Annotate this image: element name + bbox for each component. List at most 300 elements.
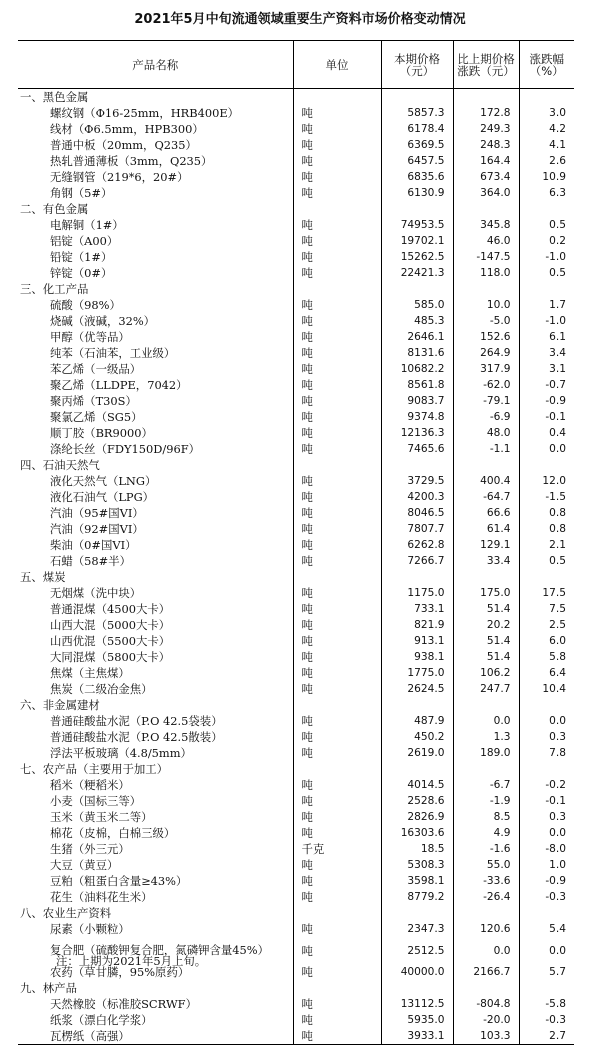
product-name-cell: 稻米（粳稻米） bbox=[50, 778, 130, 792]
category-name: 八、农业生产资料 bbox=[20, 906, 112, 920]
table-row bbox=[18, 473, 574, 489]
price-change-cell: 1.3 bbox=[453, 729, 519, 745]
unit-cell: 吨 bbox=[293, 617, 381, 633]
product-name-cell: 生猪（外三元） bbox=[50, 842, 130, 856]
table-row bbox=[18, 1012, 574, 1028]
price-change-cell: 55.0 bbox=[453, 857, 519, 873]
change-percent-cell: -1.0 bbox=[519, 249, 574, 265]
table-row bbox=[18, 505, 574, 521]
price-change-cell: 118.0 bbox=[453, 265, 519, 281]
table-row bbox=[18, 521, 574, 537]
table-row bbox=[18, 169, 574, 185]
unit-cell bbox=[293, 457, 381, 473]
current-price-cell: 8561.8 bbox=[381, 377, 453, 393]
current-price-cell: 2347.3 bbox=[381, 921, 453, 937]
current-price-cell: 2528.6 bbox=[381, 793, 453, 809]
product-name-cell: 甲醇（优等品） bbox=[50, 330, 130, 344]
price-change-cell: 8.5 bbox=[453, 809, 519, 825]
unit-cell: 吨 bbox=[293, 265, 381, 281]
change-percent-cell: 0.5 bbox=[519, 265, 574, 281]
change-percent-cell bbox=[519, 281, 574, 297]
unit-cell: 吨 bbox=[293, 409, 381, 425]
table-row bbox=[18, 537, 574, 553]
product-name-cell: 焦炭（二级冶金焦） bbox=[50, 682, 153, 696]
price-change-cell: 51.4 bbox=[453, 601, 519, 617]
price-change-cell: 2166.7 bbox=[453, 964, 519, 980]
unit-cell: 吨 bbox=[293, 169, 381, 185]
product-name-cell: 纯苯（石油苯，工业级） bbox=[50, 346, 176, 360]
change-percent-cell: -5.8 bbox=[519, 996, 574, 1012]
unit-cell: 吨 bbox=[293, 745, 381, 761]
current-price-cell: 22421.3 bbox=[381, 265, 453, 281]
category-row bbox=[18, 761, 574, 777]
product-name-cell: 天然橡胶（标准胶SCRWF） bbox=[50, 997, 197, 1011]
product-name-cell: 铝锭（A00） bbox=[50, 234, 119, 248]
change-percent-cell: 2.5 bbox=[519, 617, 574, 633]
table-row bbox=[18, 665, 574, 681]
product-name-cell: 苯乙烯（一级品） bbox=[50, 362, 142, 376]
change-percent-cell: 4.1 bbox=[519, 137, 574, 153]
unit-cell: 吨 bbox=[293, 713, 381, 729]
current-price-cell: 2826.9 bbox=[381, 809, 453, 825]
unit-cell: 吨 bbox=[293, 777, 381, 793]
change-percent-cell: 0.0 bbox=[519, 441, 574, 457]
unit-cell: 千克 bbox=[293, 841, 381, 857]
change-percent-cell: 0.3 bbox=[519, 809, 574, 825]
unit-cell: 吨 bbox=[293, 873, 381, 889]
current-price-cell: 10682.2 bbox=[381, 361, 453, 377]
change-percent-cell: 6.3 bbox=[519, 185, 574, 201]
table-row bbox=[18, 105, 574, 121]
change-percent-cell: 5.8 bbox=[519, 649, 574, 665]
category-name: 六、非金属建材 bbox=[20, 698, 100, 712]
change-percent-cell bbox=[519, 457, 574, 473]
current-price-cell: 487.9 bbox=[381, 713, 453, 729]
change-percent-cell: 2.6 bbox=[519, 153, 574, 169]
current-price-cell bbox=[381, 201, 453, 217]
product-name-cell: 液化石油气（LPG） bbox=[50, 490, 155, 504]
current-price-cell: 2512.5 bbox=[381, 937, 453, 964]
product-name-cell: 普通混煤（4500大卡） bbox=[50, 602, 171, 616]
product-name-cell: 角钢（5#） bbox=[50, 186, 113, 200]
table-row bbox=[18, 297, 574, 313]
table-row bbox=[18, 793, 574, 809]
unit-cell: 吨 bbox=[293, 553, 381, 569]
current-price-cell bbox=[381, 89, 453, 106]
table-header bbox=[18, 41, 574, 89]
price-change-cell: 61.4 bbox=[453, 521, 519, 537]
price-change-cell: -26.4 bbox=[453, 889, 519, 905]
table-row bbox=[18, 425, 574, 441]
current-price-cell bbox=[381, 980, 453, 996]
change-percent-cell: 10.9 bbox=[519, 169, 574, 185]
unit-cell: 吨 bbox=[293, 361, 381, 377]
current-price-cell: 485.3 bbox=[381, 313, 453, 329]
price-change-cell: 345.8 bbox=[453, 217, 519, 233]
price-change-cell: 106.2 bbox=[453, 665, 519, 681]
product-name-cell: 液化天然气（LNG） bbox=[50, 474, 157, 488]
current-price-cell bbox=[381, 905, 453, 921]
category-name: 七、农产品（主要用于加工） bbox=[20, 762, 169, 776]
table-row bbox=[18, 361, 574, 377]
current-price-cell: 6178.4 bbox=[381, 121, 453, 137]
change-percent-cell: 3.0 bbox=[519, 105, 574, 121]
unit-cell: 吨 bbox=[293, 633, 381, 649]
unit-cell bbox=[293, 905, 381, 921]
product-name-cell: 电解铜（1#） bbox=[50, 218, 124, 232]
change-percent-cell: -1.5 bbox=[519, 489, 574, 505]
product-name-cell: 小麦（国标三等） bbox=[50, 794, 142, 808]
price-change-cell: 129.1 bbox=[453, 537, 519, 553]
category-name: 一、黑色金属 bbox=[20, 90, 89, 104]
change-percent-cell: 0.3 bbox=[519, 729, 574, 745]
change-percent-cell: 6.0 bbox=[519, 633, 574, 649]
current-price-cell: 3729.5 bbox=[381, 473, 453, 489]
change-percent-cell: 7.8 bbox=[519, 745, 574, 761]
current-price-cell: 4014.5 bbox=[381, 777, 453, 793]
change-percent-cell: -0.9 bbox=[519, 873, 574, 889]
price-change-cell: 152.6 bbox=[453, 329, 519, 345]
change-percent-cell: 5.4 bbox=[519, 921, 574, 937]
change-percent-cell: -8.0 bbox=[519, 841, 574, 857]
unit-cell: 吨 bbox=[293, 217, 381, 233]
price-change-cell: -79.1 bbox=[453, 393, 519, 409]
change-percent-cell bbox=[519, 761, 574, 777]
product-name-cell: 普通硅酸盐水泥（P.O 42.5袋装） bbox=[50, 714, 223, 728]
current-price-cell: 4200.3 bbox=[381, 489, 453, 505]
unit-cell bbox=[293, 980, 381, 996]
product-name-cell: 顺丁胶（BR9000） bbox=[50, 426, 153, 440]
category-row bbox=[18, 980, 574, 996]
change-percent-cell: 0.4 bbox=[519, 425, 574, 441]
unit-cell: 吨 bbox=[293, 521, 381, 537]
product-name-cell: 涤纶长丝（FDY150D/96F） bbox=[50, 442, 201, 456]
product-name-cell: 大豆（黄豆） bbox=[50, 858, 119, 872]
product-name-cell: 聚丙烯（T30S） bbox=[50, 394, 137, 408]
unit-cell: 吨 bbox=[293, 121, 381, 137]
unit-cell: 吨 bbox=[293, 857, 381, 873]
change-percent-cell: 0.0 bbox=[519, 825, 574, 841]
product-name-cell: 柴油（0#国VI） bbox=[50, 538, 137, 552]
price-change-cell bbox=[453, 980, 519, 996]
current-price-cell bbox=[381, 761, 453, 777]
unit-cell: 吨 bbox=[293, 601, 381, 617]
current-price-cell: 9083.7 bbox=[381, 393, 453, 409]
header-change-percent: 涨跌幅（%） bbox=[519, 41, 574, 89]
change-percent-cell: -0.1 bbox=[519, 793, 574, 809]
current-price-cell bbox=[381, 281, 453, 297]
table-row bbox=[18, 489, 574, 505]
change-percent-cell bbox=[519, 697, 574, 713]
current-price-cell: 6369.5 bbox=[381, 137, 453, 153]
table-row bbox=[18, 996, 574, 1012]
product-name-cell: 聚乙烯（LLDPE，7042） bbox=[50, 378, 188, 392]
table-row bbox=[18, 553, 574, 569]
category-name: 五、煤炭 bbox=[20, 570, 66, 584]
price-change-cell: -147.5 bbox=[453, 249, 519, 265]
price-change-cell: 20.2 bbox=[453, 617, 519, 633]
page-title: 2021年5月中旬流通领域重要生产资料市场价格变动情况 bbox=[134, 12, 466, 27]
change-percent-cell: 0.5 bbox=[519, 553, 574, 569]
current-price-cell: 13112.5 bbox=[381, 996, 453, 1012]
current-price-cell: 938.1 bbox=[381, 649, 453, 665]
change-percent-cell: -1.0 bbox=[519, 313, 574, 329]
change-percent-cell bbox=[519, 89, 574, 106]
table-row bbox=[18, 345, 574, 361]
change-percent-cell: 6.4 bbox=[519, 665, 574, 681]
price-change-cell: 33.4 bbox=[453, 553, 519, 569]
table-row bbox=[18, 121, 574, 137]
product-name-cell: 花生（油料花生米） bbox=[50, 890, 153, 904]
product-name-cell: 螺纹钢（Φ16-25mm，HRB400E） bbox=[50, 106, 240, 120]
table-row bbox=[18, 841, 574, 857]
current-price-cell bbox=[381, 569, 453, 585]
current-price-cell: 40000.0 bbox=[381, 964, 453, 980]
change-percent-cell: 17.5 bbox=[519, 585, 574, 601]
table-row bbox=[18, 1028, 574, 1045]
product-name-cell: 农药（草甘膦，95%原药） bbox=[50, 965, 190, 979]
table-row bbox=[18, 233, 574, 249]
unit-cell: 吨 bbox=[293, 681, 381, 697]
unit-cell: 吨 bbox=[293, 793, 381, 809]
price-change-cell: 175.0 bbox=[453, 585, 519, 601]
category-row bbox=[18, 457, 574, 473]
current-price-cell: 16303.6 bbox=[381, 825, 453, 841]
price-table bbox=[18, 40, 574, 1045]
product-name-cell: 山西大混（5000大卡） bbox=[50, 618, 171, 632]
current-price-cell: 7266.7 bbox=[381, 553, 453, 569]
table-row bbox=[18, 921, 574, 937]
current-price-cell: 9374.8 bbox=[381, 409, 453, 425]
current-price-cell: 12136.3 bbox=[381, 425, 453, 441]
change-percent-cell bbox=[519, 980, 574, 996]
unit-cell: 吨 bbox=[293, 921, 381, 937]
price-change-cell bbox=[453, 697, 519, 713]
table-row bbox=[18, 441, 574, 457]
change-percent-cell: 2.7 bbox=[519, 1028, 574, 1045]
change-percent-cell: -0.2 bbox=[519, 777, 574, 793]
category-row bbox=[18, 89, 574, 106]
change-percent-cell: 12.0 bbox=[519, 473, 574, 489]
current-price-cell: 15262.5 bbox=[381, 249, 453, 265]
product-name-cell: 玉米（黄玉米二等） bbox=[50, 810, 153, 824]
change-percent-cell: 0.8 bbox=[519, 521, 574, 537]
product-name-cell: 热轧普通薄板（3mm，Q235） bbox=[50, 154, 213, 168]
product-name-cell: 锌锭（0#） bbox=[50, 266, 113, 280]
product-name-cell: 汽油（92#国VI） bbox=[50, 522, 144, 536]
current-price-cell: 821.9 bbox=[381, 617, 453, 633]
current-price-cell: 5857.3 bbox=[381, 105, 453, 121]
price-change-cell: -1.6 bbox=[453, 841, 519, 857]
header-product-name: 产品名称 bbox=[132, 57, 179, 72]
price-change-cell: 317.9 bbox=[453, 361, 519, 377]
unit-cell: 吨 bbox=[293, 137, 381, 153]
price-change-cell bbox=[453, 457, 519, 473]
current-price-cell: 585.0 bbox=[381, 297, 453, 313]
change-percent-cell: 4.2 bbox=[519, 121, 574, 137]
price-change-cell: 264.9 bbox=[453, 345, 519, 361]
change-percent-cell: 1.7 bbox=[519, 297, 574, 313]
product-name-cell: 浮法平板玻璃（4.8/5mm） bbox=[50, 746, 192, 760]
price-change-cell: -6.7 bbox=[453, 777, 519, 793]
price-change-cell bbox=[453, 201, 519, 217]
price-change-cell bbox=[453, 569, 519, 585]
price-change-cell: -1.1 bbox=[453, 441, 519, 457]
price-change-cell: -5.0 bbox=[453, 313, 519, 329]
table-row bbox=[18, 313, 574, 329]
table-row bbox=[18, 249, 574, 265]
category-row bbox=[18, 201, 574, 217]
change-percent-cell: -0.3 bbox=[519, 1012, 574, 1028]
table-row bbox=[18, 601, 574, 617]
table-row bbox=[18, 329, 574, 345]
unit-cell bbox=[293, 569, 381, 585]
current-price-cell: 6835.6 bbox=[381, 169, 453, 185]
price-change-cell: 4.9 bbox=[453, 825, 519, 841]
product-name-cell: 棉花（皮棉，白棉三级） bbox=[50, 826, 176, 840]
unit-cell: 吨 bbox=[293, 313, 381, 329]
table-row bbox=[18, 825, 574, 841]
current-price-cell: 2619.0 bbox=[381, 745, 453, 761]
product-name-cell: 无烟煤（洗中块） bbox=[50, 586, 142, 600]
unit-cell bbox=[293, 761, 381, 777]
price-change-cell: 103.3 bbox=[453, 1028, 519, 1045]
table-body bbox=[18, 89, 574, 1045]
table-row bbox=[18, 729, 574, 745]
unit-cell: 吨 bbox=[293, 1028, 381, 1045]
price-change-cell: 51.4 bbox=[453, 649, 519, 665]
change-percent-cell: -0.7 bbox=[519, 377, 574, 393]
category-name: 四、石油天然气 bbox=[20, 458, 100, 472]
header-unit: 单位 bbox=[293, 41, 381, 89]
current-price-cell: 913.1 bbox=[381, 633, 453, 649]
header-price-change: 比上期价格涨跌（元） bbox=[453, 41, 519, 89]
table-row bbox=[18, 137, 574, 153]
unit-cell: 吨 bbox=[293, 393, 381, 409]
current-price-cell: 19702.1 bbox=[381, 233, 453, 249]
product-name-cell: 汽油（95#国VI） bbox=[50, 506, 144, 520]
product-name-cell: 复合肥（硫酸钾复合肥，氮磷钾含量45%） bbox=[50, 943, 269, 958]
current-price-cell: 6262.8 bbox=[381, 537, 453, 553]
current-price-cell bbox=[381, 457, 453, 473]
change-percent-cell: 6.1 bbox=[519, 329, 574, 345]
price-change-cell: 172.8 bbox=[453, 105, 519, 121]
current-price-cell: 7465.6 bbox=[381, 441, 453, 457]
price-change-cell: 673.4 bbox=[453, 169, 519, 185]
product-name-cell: 硫酸（98%） bbox=[50, 298, 121, 312]
price-change-cell bbox=[453, 89, 519, 106]
change-percent-cell: 2.1 bbox=[519, 537, 574, 553]
change-percent-cell bbox=[519, 905, 574, 921]
table-row bbox=[18, 153, 574, 169]
change-percent-cell: -0.3 bbox=[519, 889, 574, 905]
product-name-cell: 山西优混（5500大卡） bbox=[50, 634, 171, 648]
table-row bbox=[18, 633, 574, 649]
current-price-cell: 3933.1 bbox=[381, 1028, 453, 1045]
table-row bbox=[18, 777, 574, 793]
unit-cell: 吨 bbox=[293, 185, 381, 201]
change-percent-cell bbox=[519, 201, 574, 217]
table-row bbox=[18, 265, 574, 281]
unit-cell: 吨 bbox=[293, 537, 381, 553]
product-name-cell: 纸浆（漂白化学浆） bbox=[50, 1013, 153, 1027]
unit-cell: 吨 bbox=[293, 473, 381, 489]
current-price-cell: 8779.2 bbox=[381, 889, 453, 905]
category-row bbox=[18, 569, 574, 585]
change-percent-cell: -0.1 bbox=[519, 409, 574, 425]
unit-cell bbox=[293, 201, 381, 217]
current-price-cell: 8046.5 bbox=[381, 505, 453, 521]
change-percent-cell: 0.5 bbox=[519, 217, 574, 233]
unit-cell: 吨 bbox=[293, 809, 381, 825]
product-name-cell: 普通硅酸盐水泥（P.O 42.5散装） bbox=[50, 730, 223, 744]
unit-cell: 吨 bbox=[293, 665, 381, 681]
price-change-cell: -6.9 bbox=[453, 409, 519, 425]
unit-cell: 吨 bbox=[293, 441, 381, 457]
unit-cell: 吨 bbox=[293, 964, 381, 980]
table-row bbox=[18, 617, 574, 633]
price-change-cell: -1.9 bbox=[453, 793, 519, 809]
unit-cell: 吨 bbox=[293, 377, 381, 393]
current-price-cell: 3598.1 bbox=[381, 873, 453, 889]
unit-cell: 吨 bbox=[293, 329, 381, 345]
price-change-cell bbox=[453, 761, 519, 777]
price-change-cell: 48.0 bbox=[453, 425, 519, 441]
price-change-cell: 164.4 bbox=[453, 153, 519, 169]
price-change-cell: 51.4 bbox=[453, 633, 519, 649]
product-name-cell: 豆粕（粗蛋白含量≥43%） bbox=[50, 874, 188, 888]
change-percent-cell: -0.9 bbox=[519, 393, 574, 409]
unit-cell: 吨 bbox=[293, 649, 381, 665]
change-percent-cell: 0.8 bbox=[519, 505, 574, 521]
current-price-cell: 5935.0 bbox=[381, 1012, 453, 1028]
current-price-cell: 5308.3 bbox=[381, 857, 453, 873]
change-percent-cell: 0.0 bbox=[519, 937, 574, 964]
unit-cell bbox=[293, 281, 381, 297]
price-change-cell: 66.6 bbox=[453, 505, 519, 521]
current-price-cell: 7807.7 bbox=[381, 521, 453, 537]
current-price-cell: 18.5 bbox=[381, 841, 453, 857]
change-percent-cell bbox=[519, 569, 574, 585]
table-row bbox=[18, 649, 574, 665]
header-current-price: 本期价格（元） bbox=[381, 41, 453, 89]
price-change-cell: -64.7 bbox=[453, 489, 519, 505]
change-percent-cell: 5.7 bbox=[519, 964, 574, 980]
category-name: 九、林产品 bbox=[20, 981, 77, 995]
table-row bbox=[18, 185, 574, 201]
product-name-cell: 普通中板（20mm，Q235） bbox=[50, 138, 197, 152]
product-name-cell: 无缝钢管（219*6，20#） bbox=[50, 170, 189, 184]
footnote: 注：上期为2021年5月上旬。 bbox=[56, 954, 207, 968]
unit-cell: 吨 bbox=[293, 505, 381, 521]
price-change-cell: 189.0 bbox=[453, 745, 519, 761]
current-price-cell: 1175.0 bbox=[381, 585, 453, 601]
price-change-cell: 0.0 bbox=[453, 713, 519, 729]
unit-cell: 吨 bbox=[293, 153, 381, 169]
unit-cell: 吨 bbox=[293, 729, 381, 745]
product-name-cell: 尿素（小颗粒） bbox=[50, 922, 130, 936]
product-name-cell: 线材（Φ6.5mm，HPB300） bbox=[50, 122, 204, 136]
table-row bbox=[18, 873, 574, 889]
table-row bbox=[18, 377, 574, 393]
price-change-cell bbox=[453, 905, 519, 921]
product-name-cell: 烧碱（液碱，32%） bbox=[50, 314, 156, 328]
price-change-cell: -62.0 bbox=[453, 377, 519, 393]
unit-cell: 吨 bbox=[293, 105, 381, 121]
price-change-cell: -804.8 bbox=[453, 996, 519, 1012]
unit-cell: 吨 bbox=[293, 937, 381, 964]
unit-cell: 吨 bbox=[293, 489, 381, 505]
